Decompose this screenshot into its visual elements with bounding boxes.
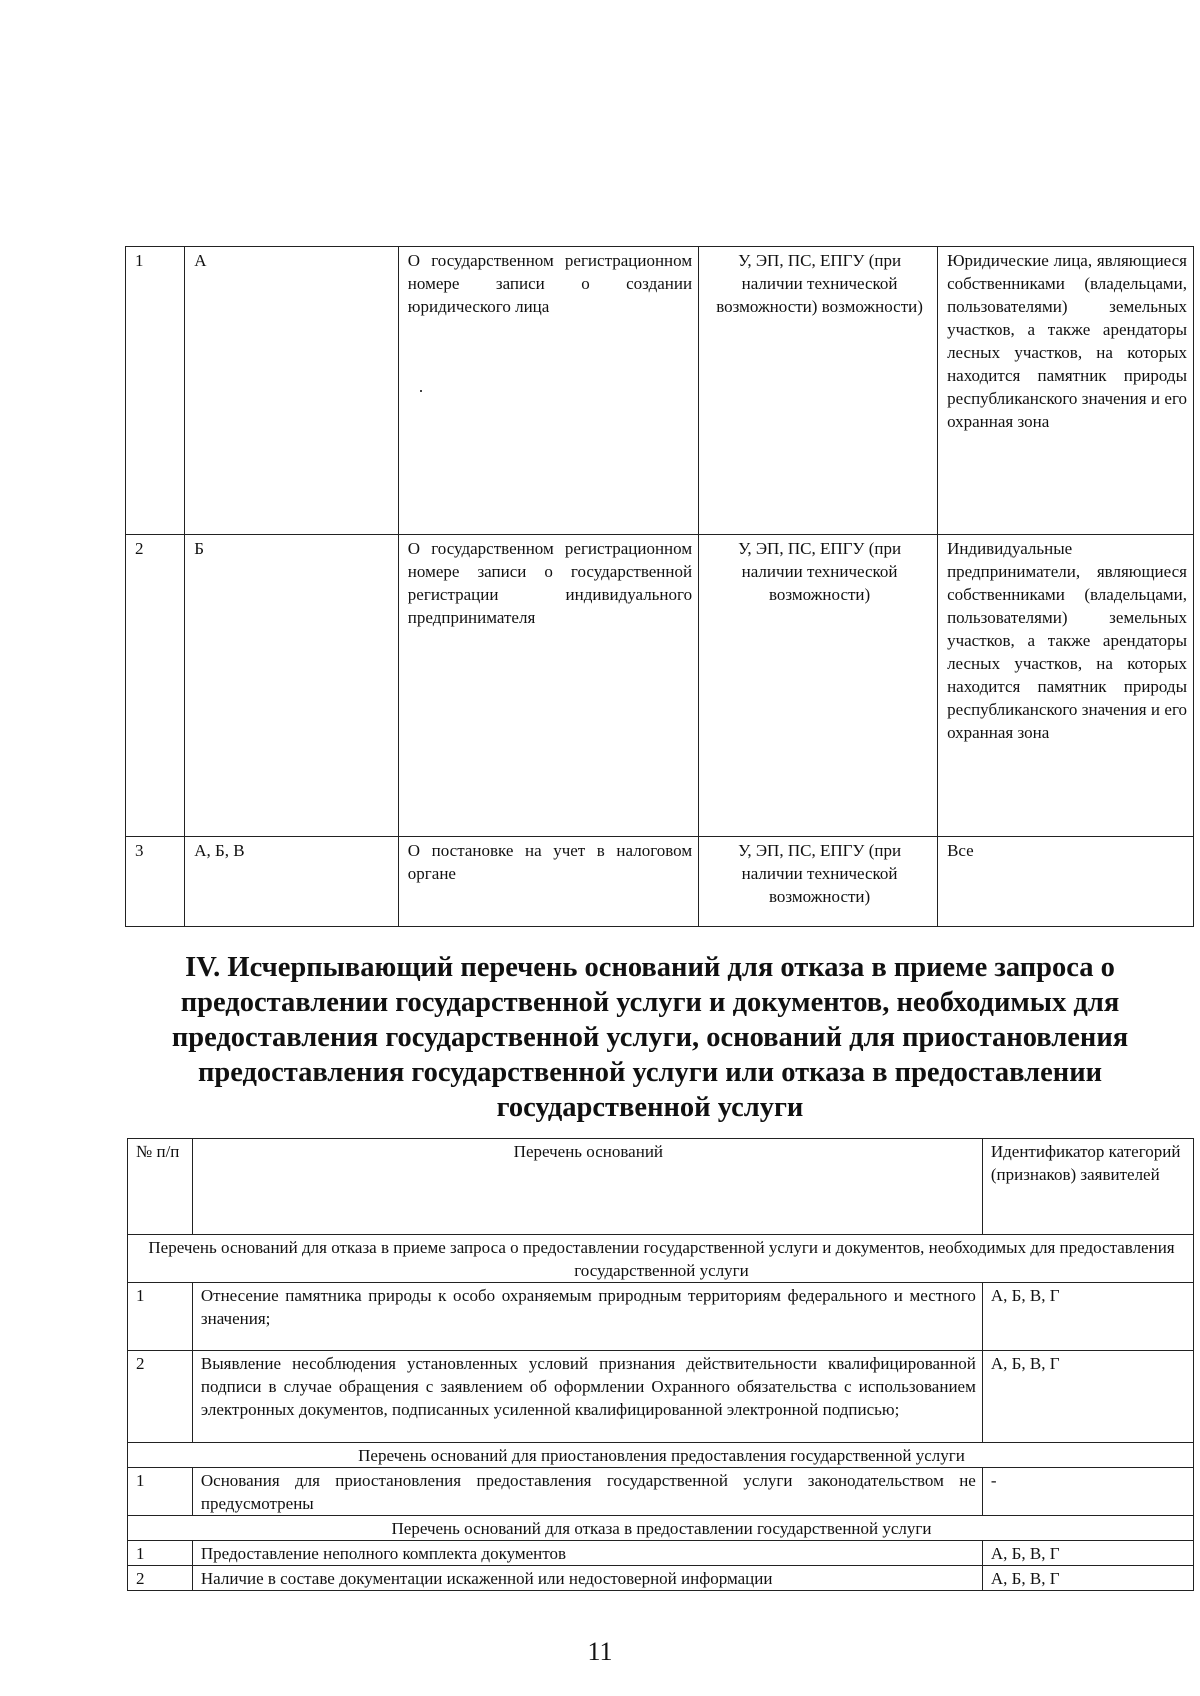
row-identifier: А, Б, В, Г [982, 1541, 1193, 1566]
row-text: Основания для приостановления предоставления государственной услуги законодательством не предусмотрены [192, 1468, 982, 1516]
row-applicants: Юридические лица, являющиеся собственниками (владельцами, пользователями) земельных участков, а также арендаторы лесных участков, на которых находится памятник природы республиканского значения и его охранная зона [938, 247, 1194, 535]
row-description: О постановке на учет в налоговом органе [398, 837, 698, 927]
row-number: 2 [128, 1566, 193, 1591]
group-title-row [128, 1235, 1194, 1283]
row-description: О государственном регистрационном номере записи о создании юридического лица [398, 247, 698, 535]
section-title-line: государственной услуги [496, 1092, 804, 1123]
table-header-row [128, 1139, 1194, 1235]
row-applicants: Все [938, 837, 1194, 927]
row-text: Выявление несоблюдения установленных условий признания действительности квалифицированной подписи в случае обращения с заявлением об оформлении Охранного обязательства с использованием электронных документов, подписанных усиленной квалифицированной электронной подписью; [192, 1351, 982, 1443]
row-text: Предоставление неполного комплекта документов [192, 1541, 982, 1566]
table-row [128, 1468, 1194, 1516]
table-row [128, 1541, 1194, 1566]
group-title-row [128, 1516, 1194, 1541]
row-number: 2 [128, 1351, 193, 1443]
row-identifier: А, Б, В, Г [982, 1283, 1193, 1351]
row-number: 1 [126, 247, 185, 535]
section-title [150, 950, 1150, 1125]
page-number: 11 [587, 1637, 613, 1666]
row-text: Наличие в составе документации искаженной или недостоверной информации [192, 1566, 982, 1591]
section-title-line: предоставления государственной услуги или отказа в предоставлении [197, 1057, 1103, 1088]
row-applicants: Индивидуальные предприниматели, являющиеся собственниками (владельцами, пользователями) земельных участков, а также арендаторы лесных участков, на которых находится памятник природы республиканского значения и его охранная зона [938, 535, 1194, 837]
table-row [128, 1351, 1194, 1443]
table-row [126, 247, 1194, 535]
row-number: 1 [128, 1468, 193, 1516]
group-title-row [128, 1443, 1194, 1468]
row-categories: Б [185, 535, 399, 837]
group-title: Перечень оснований для отказа в предоставлении государственной услуги [128, 1516, 1194, 1541]
row-categories: А, Б, В [185, 837, 399, 927]
table-row [128, 1566, 1194, 1591]
header-grounds: Перечень оснований [192, 1139, 982, 1235]
group-title: Перечень оснований для приостановления предоставления государственной услуги [128, 1443, 1194, 1468]
table-row [126, 837, 1194, 927]
row-method: У, ЭП, ПС, ЕПГУ (при наличии технической возможности) возможности) [699, 247, 938, 535]
row-identifier: А, Б, В, Г [982, 1351, 1193, 1443]
header-num: № п/п [128, 1139, 193, 1235]
section-title-line: IV. Исчерпывающий перечень оснований для отказа в приеме запроса о [185, 952, 1115, 983]
row-number: 2 [126, 535, 185, 837]
grounds-table [127, 1138, 1194, 1591]
row-number: 1 [128, 1541, 193, 1566]
scan-speck [420, 390, 422, 392]
header-identifier: Идентификатор категорий (признаков) заявителей [982, 1139, 1193, 1235]
section-title-line: предоставлении государственной услуги и документов, необходимых для [180, 987, 1120, 1018]
row-number: 1 [128, 1283, 193, 1351]
data-sources-table [125, 246, 1194, 927]
table-row [128, 1283, 1194, 1351]
table-row [126, 535, 1194, 837]
row-categories: А [185, 247, 399, 535]
group-title: Перечень оснований для отказа в приеме запроса о предоставлении государственной услуги и документов, необходимых для предоставления государственной услуги [128, 1235, 1194, 1283]
row-identifier: А, Б, В, Г [982, 1566, 1193, 1591]
row-method: У, ЭП, ПС, ЕПГУ (при наличии технической возможности) [699, 837, 938, 927]
row-text: Отнесение памятника природы к особо охраняемым природным территориям федерального и местного значения; [192, 1283, 982, 1351]
section-title-line: предоставления государственной услуги, оснований для приостановления [171, 1022, 1129, 1053]
row-description: О государственном регистрационном номере записи о государственной регистрации индивидуального предпринимателя [398, 535, 698, 837]
row-identifier: - [982, 1468, 1193, 1516]
row-number: 3 [126, 837, 185, 927]
row-method: У, ЭП, ПС, ЕПГУ (при наличии технической возможности) [699, 535, 938, 837]
